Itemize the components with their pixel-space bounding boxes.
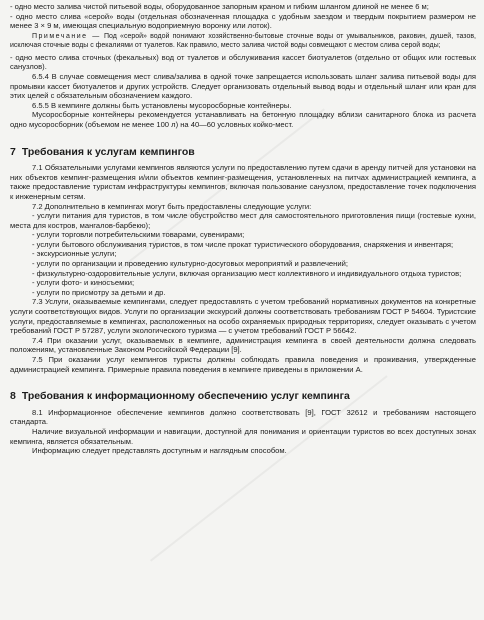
- paragraph: - одно место слива «серой» воды (отдельная обозначенная площадка с удобным заездом и твердым покрытием размером не менее 3 × 9 м, имеющая специальную водоприемную воронку или лоток).: [10, 11, 476, 31]
- list-item: - экскурсионные услуги;: [32, 249, 117, 259]
- list-item: - услуги по присмотру за детьми и др.: [32, 287, 166, 297]
- paragraph: 6.5.4 В случае совмещения мест слива/залива в одной точке запрещается использовать шланг залива питьевой воды для промывки кассет биотуалетов и других устройств. Следует организовать отдельный вывод воды и отдельный шланг или кран для этих целей с обязательным обозначением каждого.: [10, 71, 476, 101]
- note-label: Примечание —: [32, 32, 101, 40]
- paragraph: 7.3 Услуги, оказываемые кемпингами, следует предоставлять с учетом требований нормативных документов на конкретные услуги соответствующих видов. Услуги по организации экскурсий должны соответствовать требованиям ГОСТ Р 54604. Туристские услуги, предоставляемые в кемпингах, расположенных на особо охраняемых природных территориях, следует оказывать с учетом требований ГОСТ Р 57287, услуги экологического туризма — с учетом требований ГОСТ Р 56642.: [10, 297, 476, 336]
- list-item: - физкультурно-оздоровительные услуги, включая организацию мест коллективного и индивидуального отдыха туристов;: [32, 268, 462, 278]
- watermark-stroke: [150, 375, 388, 561]
- list-item: - услуги бытового обслуживания туристов, в том числе прокат туристического оборудования, снаряжения и инвентаря;: [32, 239, 454, 249]
- section-heading-8: [10, 392, 476, 402]
- paragraph: 7.1 Обязательными услугами кемпингов являются услуги по предоставлению путем сдачи в аренду питчей для установки на них объектов кемпинг-размещения и/или объектов кемпинг-размещения, установленных на питчах администрацией кемпинга, а также предоставление туристам инфраструктуры кемпингов, включая пользование санузлом, предоставление точек подключения к инженерным сетям.: [10, 163, 476, 201]
- paragraph: 7.4 При оказании услуг, оказываемых в кемпинге, администрация кемпинга в своей деятельности должна следовать положениям, установленные Законом Российской Федерации [9].: [10, 335, 476, 355]
- list-item: - услуги по организации и проведению культурно-досуговых мероприятий и развлечений;: [32, 259, 348, 269]
- paragraph: Мусоросборные контейнеры рекомендуется устанавливать на бетонную площадку вблизи санитарного блока из расчета одно мусоросборник (объемом не менее 100 л) на 40—60 условных койко-мест.: [10, 110, 476, 129]
- section-number: 7: [10, 145, 16, 158]
- section-number: 8: [10, 390, 16, 403]
- paragraph: 6.5.5 В кемпинге должны быть установлены мусоросборные контейнеры.: [32, 100, 292, 110]
- paragraph: Информацию следует представлять доступным и наглядным способом.: [32, 446, 287, 456]
- paragraph: 8.1 Информационное обеспечение кемпингов должно соответствовать [9], ГОСТ 32612 и требованиям настоящего стандарта.: [10, 407, 476, 427]
- list-item: - услуги фото- и киносъемки;: [32, 278, 135, 288]
- paragraph: - одно место слива сточных (фекальных) вод от туалетов и обслуживания кассет биотуалетов (отдельно от общих или гостевых санузлов).: [10, 52, 476, 72]
- list-item: - услуги питания для туристов, в том числе обустройство мест для самостоятельного приготовления пищи (гостевые кухни, места для костров, мангалов-барбекю);: [10, 211, 476, 230]
- paragraph: 7.2 Дополнительно в кемпингах могут быть предоставлены следующие услуги:: [32, 201, 312, 211]
- paragraph: Наличие визуальной информации и навигации, доступной для понимания и ориентации туристов во всех доступных зонах кемпинга, является обязательным.: [10, 426, 476, 446]
- paragraph: 7.5 При оказании услуг кемпингов туристы должны соблюдать правила поведения и проживания, утвержденные администрацией кемпинга. Примерные правила поведения в кемпинге приведены в приложении А.: [10, 355, 476, 374]
- list-item: - услуги торговли потребительскими товарами, сувенирами;: [32, 230, 245, 240]
- section-title: Требования к услугам кемпингов: [21, 145, 195, 158]
- section-title: Требования к информационному обеспечению услуг кемпинга: [21, 390, 350, 403]
- note-text: Под «серой» водой понимают хозяйственно-бытовые сточные воды от умывальников, раковин, душей, тазов, исключая сточные воды с фекалиями от туалетов. Как правило, место залива чистой воды совмещают с местом слива серой воды;: [10, 32, 476, 49]
- note: [10, 32, 476, 50]
- section-heading-7: [10, 145, 476, 158]
- paragraph: - одно место залива чистой питьевой воды, оборудованное запорным краном и гибким шлангом длиной не менее 6 м;: [10, 2, 429, 11]
